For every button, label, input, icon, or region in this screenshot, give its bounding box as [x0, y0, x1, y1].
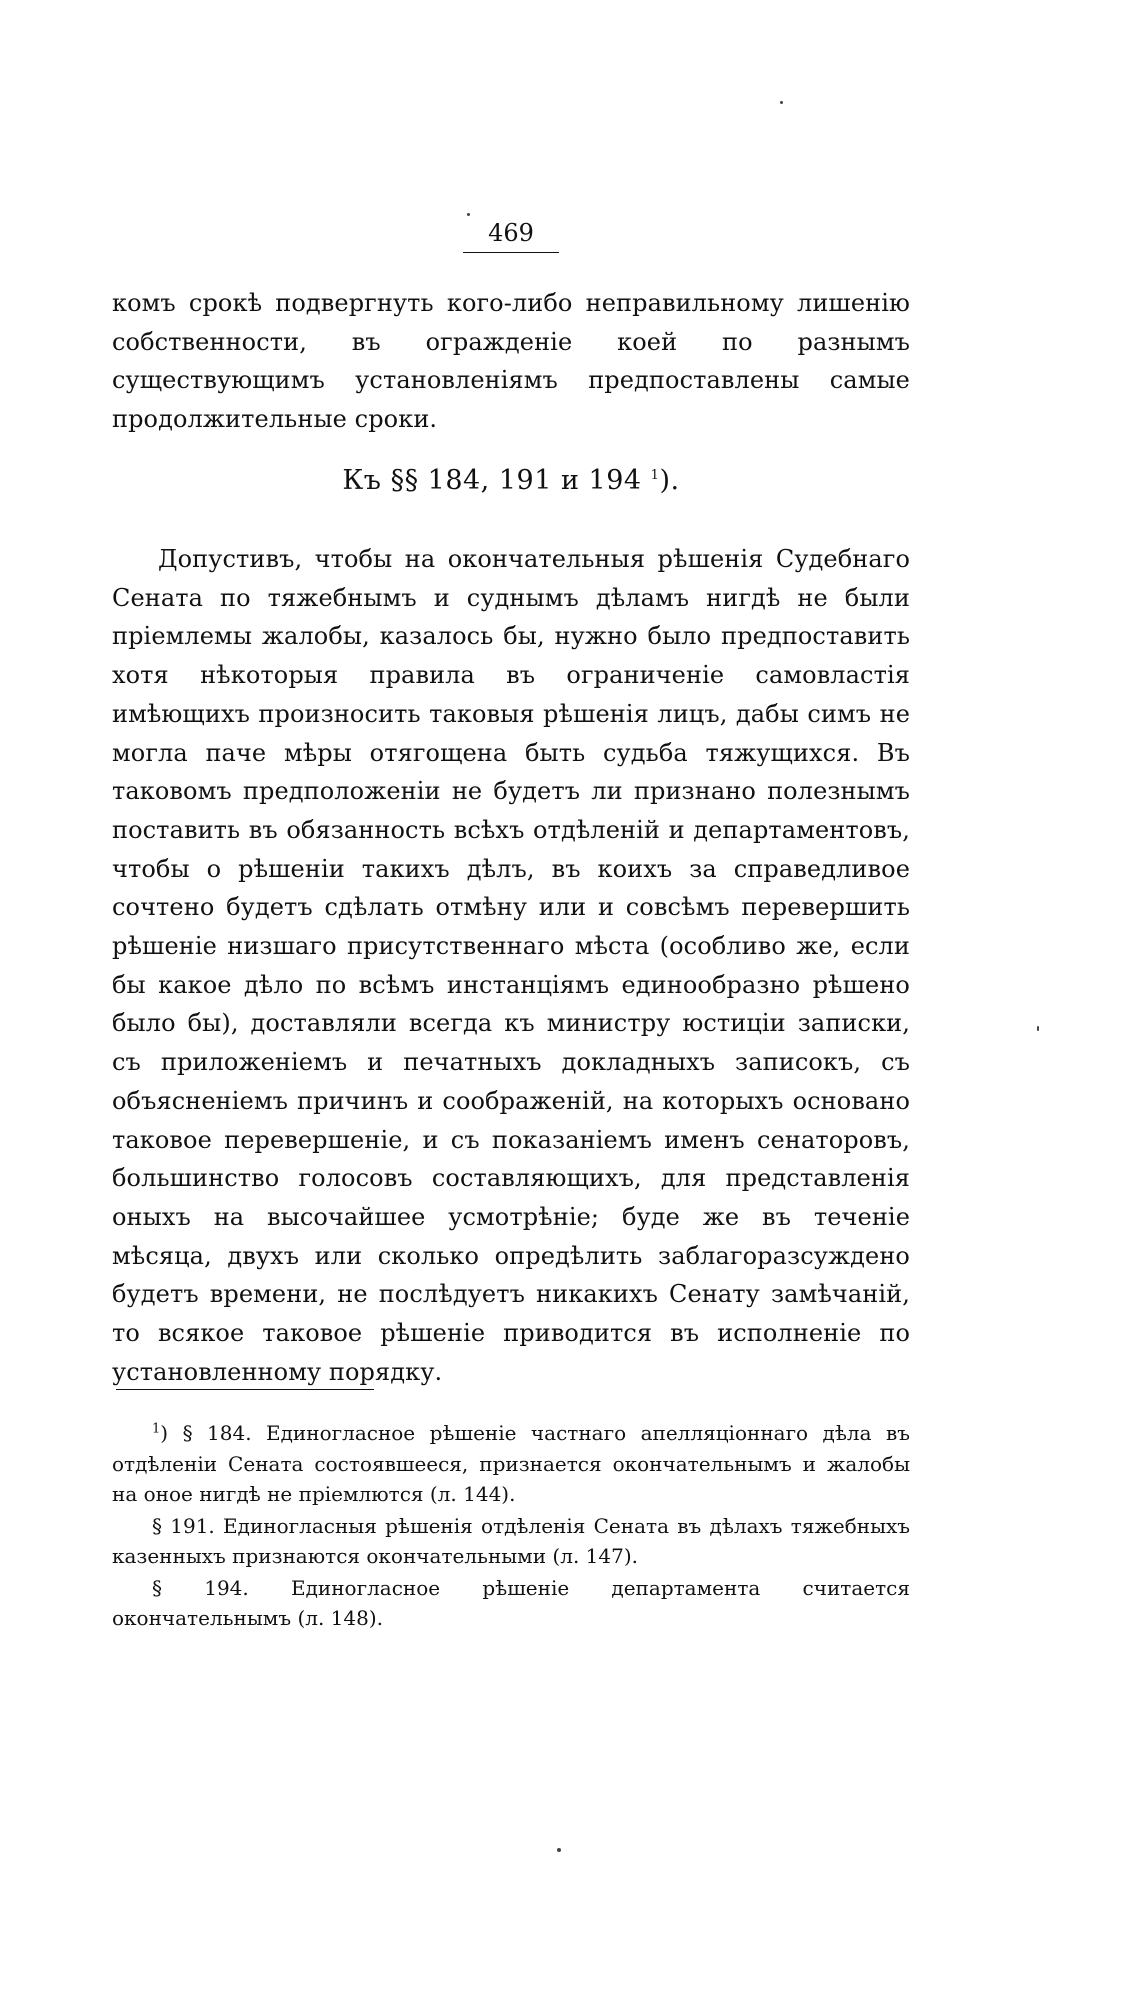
- page-number: 469: [463, 218, 559, 253]
- print-speck: [780, 101, 783, 104]
- print-speck: [1037, 1026, 1039, 1031]
- footnote-184: [112, 1418, 910, 1510]
- lead-paragraph: комъ срокѣ подвергнуть кого-либо неправильному лишенію собственности, въ огражденіе коей по разнымъ существующимъ установленіямъ предпоставлены самые продолжительные сроки.: [112, 289, 910, 434]
- section-heading: [112, 462, 910, 500]
- footnote-divider: [116, 1389, 374, 1390]
- footnote-text: § 184. Единогласное рѣшеніе частнаго апелляціоннаго дѣла въ отдѣленіи Сената состоявшееся, признается окончательнымъ и жалобы на оное нигдѣ не пріемлются (л. 144).: [112, 1421, 910, 1506]
- section-footnote-reference: 1: [650, 468, 660, 483]
- section-heading-tail: ).: [659, 465, 680, 496]
- footnotes-section: [112, 1418, 910, 1635]
- section-heading-text: Къ §§ 184, 191 и 194: [342, 465, 642, 496]
- footnote-191: § 191. Единогласныя рѣшенія отдѣленія Сената въ дѣлахъ тяжебныхъ казенныхъ признаются окончательными (л. 147).: [112, 1513, 910, 1568]
- footnote-marker: 1: [152, 1421, 161, 1437]
- main-paragraph: Допустивъ, чтобы на окончательныя рѣшенія Судебнаго Сената по тяжебнымъ и суднымъ дѣламъ нигдѣ не были пріемлемы жалобы, казалось бы, нужно было предпоставить хотя нѣкоторыя правила въ ограниченіе самовластія имѣющихъ произносить таковыя рѣшенія лицъ, дабы симъ не могла паче мѣры отягощена быть судьба тяжущихся. Въ таковомъ предположеніи не будетъ ли признано полезнымъ поставить въ обязанность всѣхъ отдѣленій и департаментовъ, чтобы о рѣшеніи такихъ дѣлъ, въ коихъ за справедливое сочтено будетъ сдѣлать отмѣну или и совсѣмъ перевершить рѣшеніе низшаго присутственнаго мѣста (особливо же, если бы какое дѣло по всѣмъ инстанціямъ единообразно рѣшено было бы), доставляли всегда къ министру юстиціи записки, съ приложеніемъ и печатныхъ докладныхъ записокъ, съ объясненіемъ причинъ и соображеній, на которыхъ основано таковое перевершеніе, и съ показаніемъ именъ сенаторовъ, большинство голосовъ составляющихъ, для представленія оныхъ на высочайшее усмотрѣніе; буде же въ теченіе мѣсяца, двухъ или сколько опредѣлить заблагоразсуждено будетъ времени, не послѣдуетъ никакихъ Сенату замѣчаній, то всякое таковое рѣшеніе приводится въ исполненіе по установленному порядку.: [112, 545, 910, 1386]
- print-speck: [557, 1848, 561, 1852]
- footnote-194: § 194. Единогласное рѣшеніе департамента считается окончательнымъ (л. 148).: [112, 1575, 910, 1630]
- print-speck: [467, 213, 470, 216]
- footnote-marker-tail: ): [160, 1421, 169, 1445]
